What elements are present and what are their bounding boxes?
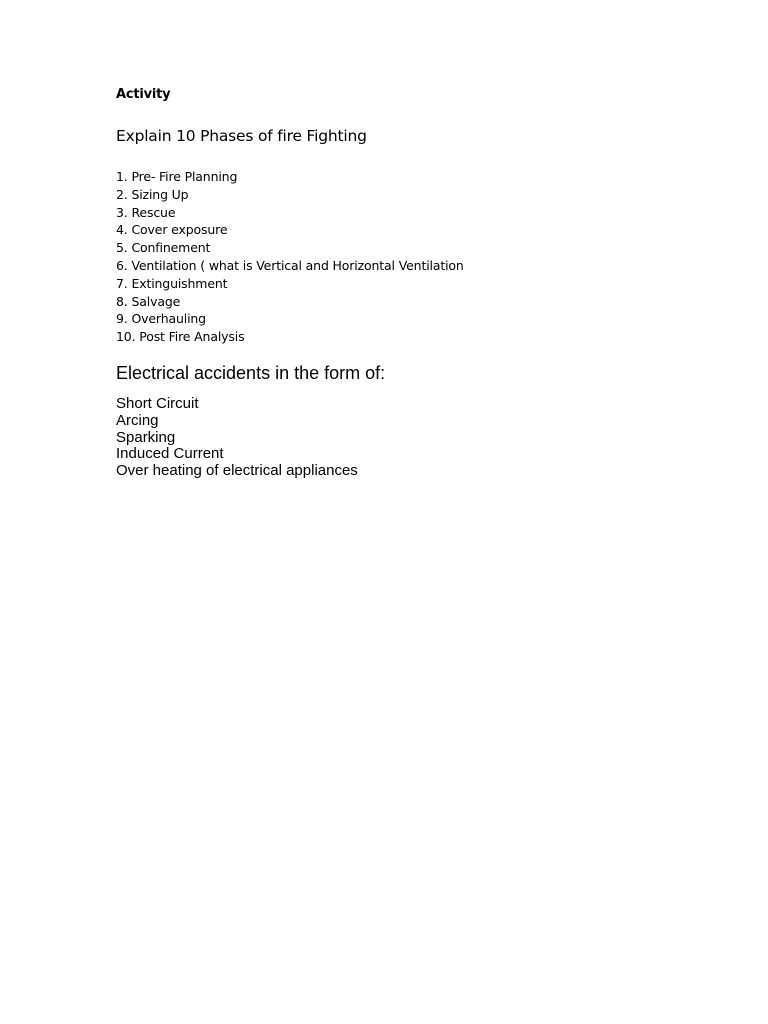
list-item: 4. Cover exposure [116,222,228,238]
activity-heading: Activity [116,87,171,102]
list-item: Sparking [116,428,176,446]
list-item: Short Circuit [116,395,199,412]
phases-list [116,168,464,346]
list-item: 2. Sizing Up [116,186,189,202]
list-item: 7. Extinguishment [116,275,228,291]
electrical-accidents-list [116,396,358,480]
list-item: Arcing [116,411,159,429]
document-content [116,86,716,480]
list-item: 6. Ventilation ( what is Vertical and Horizontal Ventilation [116,257,464,273]
list-item: Induced Current [116,445,224,463]
list-item: 5. Confinement [116,240,211,256]
list-item: 3. Rescue [116,204,176,220]
question-title: Explain 10 Phases of fire Fighting [116,127,367,145]
electrical-accidents-title: Electrical accidents in the form of: [116,363,386,383]
list-item: 10. Post Fire Analysis [116,329,245,345]
list-item: 8. Salvage [116,293,181,309]
list-item: Over heating of electrical appliances [116,462,358,480]
list-item: 1. Pre- Fire Planning [116,169,238,184]
list-item: 9. Overhauling [116,311,206,327]
